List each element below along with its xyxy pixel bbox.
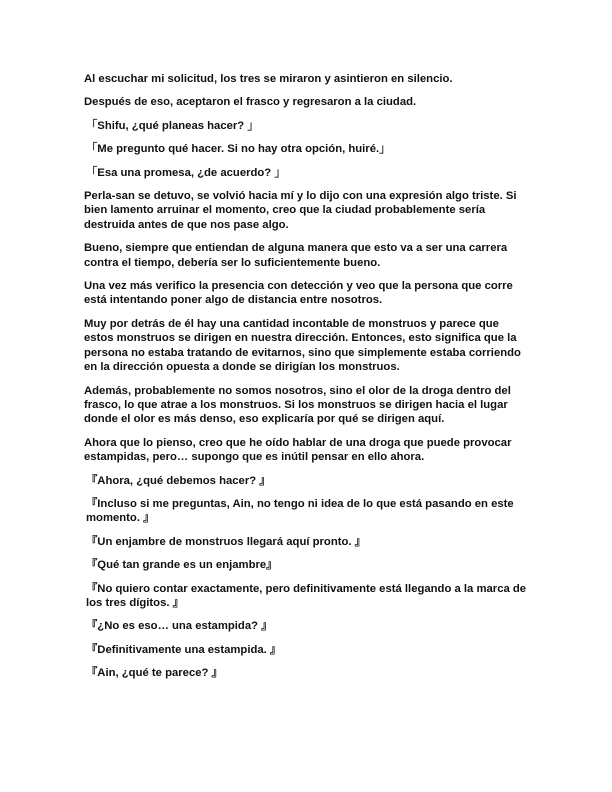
paragraph-3: Perla-san se detuvo, se volvió hacia mí y lo dijo con una expresión algo triste. Si bien lamento arruinar el momento, creo que la ciudad probablemente sería destruida antes de que nos pase algo. [84,190,517,231]
dialogue-line-7: 『Qué tan grande es un enjambre』 [86,559,278,572]
paragraph-2: Después de eso, aceptaron el frasco y regresaron a la ciudad. [84,96,417,109]
dialogue-line-6: 『Un enjambre de monstruos llegará aquí pronto. 』 [86,535,366,548]
dialogue-line-8: 『No quiero contar exactamente, pero definitivamente está llegando a la marca de los tres dígitos. 』 [86,582,527,609]
dialogue-line-11: 『Ain, ¿qué te parece? 』 [86,667,223,680]
paragraph-8: Ahora que lo pienso, creo que he oído hablar de una droga que puede provocar estampidas, pero… supongo que es inútil pensar en ello ahora. [84,436,512,464]
dialogue-line-5: 『Incluso si me preguntas, Ain, no tengo ni idea de lo que está pasando en este momento. 』 [86,497,514,525]
paragraph-6: Muy por detrás de él hay una cantidad incontable de monstruos y parece que estos monstruos se dirigen en nuestra dirección. Entonces, esto significa que la persona no estaba tratando de evitarnos, sino que simplemente estaba corriendo en la dirección opuesta a donde se dirigían los monstruos. [84,317,521,374]
dialogue-line-3: 「Esa una promesa, ¿de acuerdo? 」 [86,166,286,179]
paragraph-1: Al escuchar mi solicitud, los tres se miraron y asintieron en silencio. [84,73,453,85]
dialogue-line-10: 『Definitivamente una estampida. 』 [86,643,282,656]
paragraph-5: Una vez más verifico la presencia con detección y veo que la persona que corre está intentando poner algo de distancia entre nosotros. [84,280,513,307]
dialogue-line-9: 『¿No es eso… una estampida? 』 [86,620,273,633]
paragraph-4: Bueno, siempre que entiendan de alguna manera que esto va a ser una carrera contra el tiempo, debería ser lo suficientemente bueno. [84,242,508,269]
dialogue-line-4: 『Ahora, ¿qué debemos hacer? 』 [86,474,271,487]
document-page [84,72,528,690]
dialogue-line-2: 「Me pregunto qué hacer. Si no hay otra opción, huiré.」 [86,143,391,156]
paragraph-7: Además, probablemente no somos nosotros, sino el olor de la droga dentro del frasco, lo que atrae a los monstruos. Si los monstruos se dirigen hacia el lugar donde el olor es más denso, eso explicaría por qué se dirigen aquí. [84,384,511,426]
dialogue-line-1: 「Shifu, ¿qué planeas hacer? 」 [86,119,259,132]
